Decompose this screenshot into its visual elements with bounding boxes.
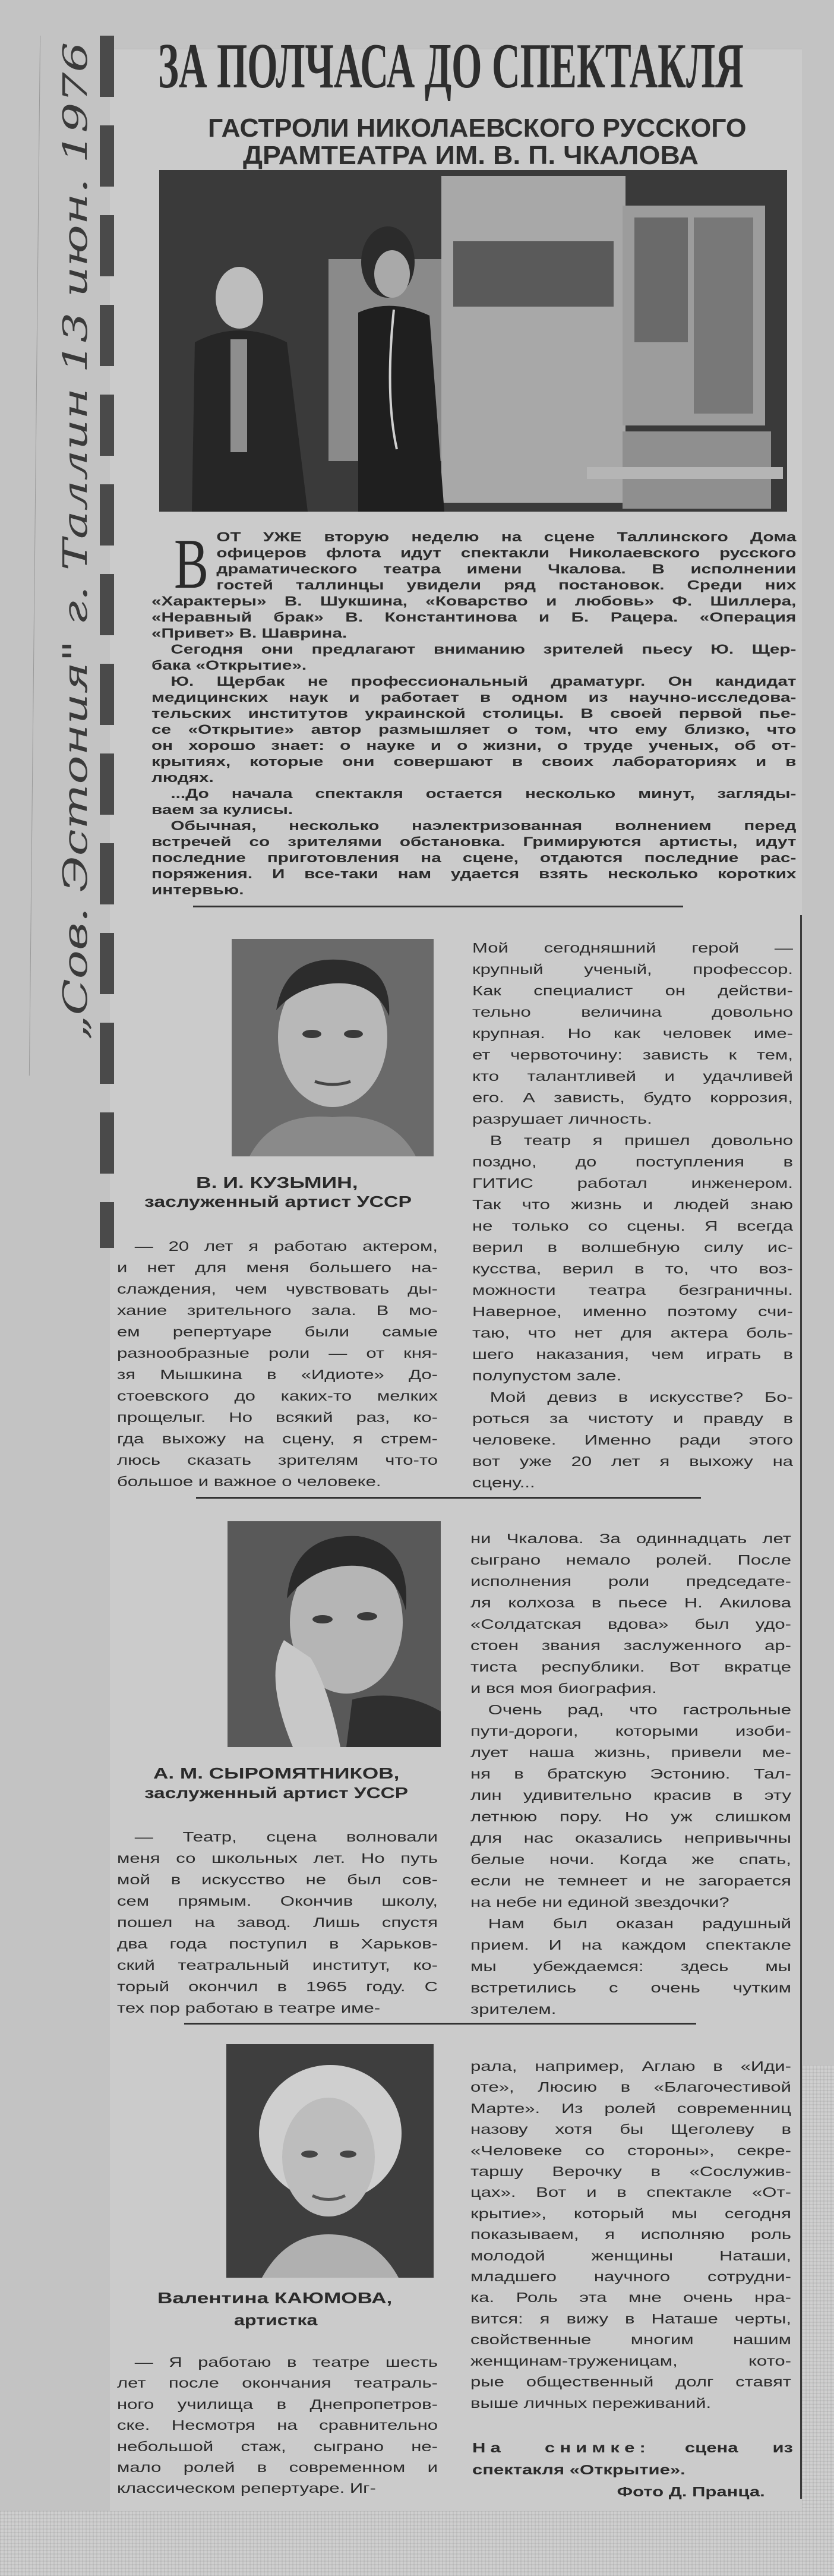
text-line: белые ночи. Когда же спать,: [470, 1852, 791, 1867]
text-line: — Я работаю в театре шесть: [134, 2354, 438, 2370]
headline: [158, 31, 744, 102]
paragraph: [470, 2056, 791, 2414]
section-divider: [193, 906, 683, 907]
text-line: кто талантливей и удачливей: [472, 1068, 793, 1084]
text-line: классическом репертуаре. Иг-: [117, 2480, 376, 2496]
paragraph: [472, 1386, 793, 1493]
paragraph: [470, 1699, 791, 1913]
text-line: показываем, я исполняю роль: [470, 2227, 791, 2243]
title-text: артистка: [234, 2311, 318, 2329]
portrait-syromyatnikov: [228, 1521, 441, 1747]
column-border-right: [800, 915, 802, 2499]
text-line: кусства, верил в то, что воз-: [472, 1261, 793, 1276]
text-line: Как специалист он действи-: [472, 983, 793, 998]
text-line: мало ролей в современном и: [117, 2460, 438, 2476]
interview-kuzmin-left: [117, 1235, 438, 1492]
text-line: полупустом зале.: [472, 1368, 622, 1383]
text-line: ня в братскую Эстонию. Тал-: [470, 1766, 791, 1782]
text-line: два года поступил в Харьков-: [117, 1936, 438, 1951]
title-text: заслуженный артист УССР: [144, 1193, 412, 1210]
text-line: «Солдатская вдова» был удо-: [470, 1616, 791, 1632]
drop-cap-letter: В: [174, 524, 209, 603]
text-line: Марте». Из ролей современниц: [470, 2100, 791, 2116]
text-line: бака «Открытие».: [151, 658, 307, 673]
text-line: для нас оказались непривычны: [470, 1830, 791, 1846]
text-line: стоен звания заслуженного ар-: [470, 1638, 791, 1653]
headline-text: ЗА ПОЛЧАСА ДО СПЕКТАКЛЯ: [158, 31, 744, 102]
caption-text: сцена из: [684, 2440, 793, 2455]
paragraph: [151, 786, 796, 818]
text-line: сцену...: [472, 1475, 535, 1490]
text-line: цах». Вот и в спектакле «От-: [470, 2184, 791, 2200]
name-text: А. М. СЫРОМЯТНИКОВ,: [153, 1764, 400, 1782]
text-line: гостей таллинцы увидели ряд постановок. Среди них: [216, 578, 797, 592]
paragraph: [151, 818, 796, 898]
text-line: гда выхожу на сцену, я стрем-: [117, 1431, 438, 1446]
text-line: не только со сцены. Я всегда: [472, 1218, 793, 1234]
text-line: человеке. Именно ради этого: [472, 1432, 793, 1448]
scene-photo: [159, 170, 787, 512]
text-line: «Неравный брак» В. Константинова и Б. Рацера. «Операция: [151, 610, 797, 625]
text-line: крытиях, которые они совершают в своих лабораториях и в: [151, 754, 797, 769]
text-line: шего наказания, чем играть в: [472, 1347, 793, 1362]
text-line: прощелыг. Но всякий раз, ко-: [117, 1410, 438, 1425]
interview-syromyatnikov-left: [117, 1826, 438, 2019]
text-line: свойственные многим нашим: [470, 2332, 791, 2348]
text-line: таю, что нет для актера боль-: [472, 1325, 793, 1341]
board-texture-bottom: [0, 2511, 834, 2576]
text-line: драматического театра имени Чкалова. В исполнении: [216, 562, 797, 576]
text-line: лин удивительно красив в эту: [470, 1787, 791, 1803]
text-line: исполнения роли председате-: [470, 1574, 791, 1589]
text-line: Обычная, несколько наэлектризованная волнением перед: [170, 818, 797, 833]
text-line: Так что жизнь и людей знаю: [472, 1197, 793, 1212]
text-line: интервью.: [151, 882, 244, 897]
text-line: встречей со зрителями обстановка. Гримируются артисты, идут: [151, 834, 797, 849]
name-text: В. И. КУЗЬМИН,: [196, 1174, 358, 1191]
caption-label: На снимке:: [472, 2440, 650, 2455]
text-line: встретились с очень чутким: [470, 1980, 791, 1995]
paragraph: [117, 1235, 438, 1492]
text-line: «Привет» В. Шаврина.: [151, 626, 348, 641]
text-line: пошел на завод. Лишь спустя: [117, 1915, 438, 1930]
paragraph: [151, 673, 796, 786]
interviewee-title: [144, 1784, 408, 1802]
text-line: рые общественный долг ставят: [470, 2374, 791, 2390]
text-line: офицеров флота идут спектакли Николаевского русского: [216, 546, 797, 560]
text-line: женщинам-труженицам, кото-: [470, 2353, 791, 2369]
text-line: медицинских наук и работает в одном из научно-исследова-: [151, 690, 797, 705]
portrait-kayumova: [226, 2044, 434, 2278]
text-line: пути-дороги, которыми изоби-: [470, 1723, 791, 1739]
text-line: лует наша жизнь, привели ме-: [470, 1745, 791, 1760]
text-line: Ю. Щербак не профессиональный драматург. Он кандидат: [170, 674, 797, 689]
text-line: люсь сказать зрителям что-то: [117, 1452, 438, 1468]
text-line: прием. И на каждом спектакле: [470, 1937, 791, 1953]
text-line: рала, например, Аглаю в «Иди-: [470, 2058, 791, 2074]
text-line: оте», Люсию в «Благочестивой: [470, 2079, 791, 2095]
text-line: Сегодня они предлагают вниманию зрителей пьесу Ю. Щер-: [170, 642, 797, 657]
text-line: он хорошо знает: о науке и о жизни, о труде ученых, об от-: [151, 738, 797, 753]
portrait-image: [228, 1521, 441, 1747]
text-line: и вся моя биография.: [470, 1680, 657, 1696]
paragraph: [117, 2352, 438, 2499]
text-line: се «Открытие» автор размышляет о том, что ему близко, что: [151, 722, 797, 737]
text-line: лет после окончания театраль-: [117, 2375, 438, 2391]
text-line: и нет для меня большего на-: [117, 1260, 438, 1275]
text-line: молодой женщины Наташи,: [470, 2247, 791, 2263]
text-line: — 20 лет я работаю актером,: [134, 1238, 438, 1254]
text-line: ске. Несмотря на сравнительно: [117, 2417, 438, 2433]
text-line: Наверное, именно поэтому счи-: [472, 1304, 793, 1319]
paragraph: [470, 1913, 791, 2020]
portrait-image: [226, 2044, 434, 2278]
text-line: таршу Верочку в «Сослужив-: [470, 2164, 791, 2180]
text-line: ГИТИС работал инженером.: [472, 1175, 793, 1191]
photo-credit: Фото Д. Пранца.: [617, 2484, 765, 2499]
paragraph: [151, 524, 797, 641]
text-line: назову хотя бы Щеголеву в: [470, 2121, 791, 2137]
text-line: можности театра безграничны.: [472, 1282, 793, 1298]
subheadline-line-2: [243, 141, 699, 170]
caption-line-1: [472, 2437, 793, 2459]
text-line: сем прямым. Окончив школу,: [117, 1893, 438, 1909]
annotation-text: „Сов. Эстония" г. Таллин 13 июн. 1976: [56, 42, 95, 1040]
interviewee-title: [234, 2311, 317, 2329]
paragraph: [151, 641, 796, 673]
portrait-kuzmin: [232, 939, 434, 1156]
text-line: тех пор работаю в театре име-: [117, 2000, 381, 2016]
text-line: зрителем.: [470, 2001, 557, 2017]
subheadline-line-1: [208, 113, 747, 143]
paragraph: [117, 1826, 438, 2019]
text-line: тельских институтов украинской столицы. В своей первой пье-: [151, 706, 797, 721]
text-line: вится: я вижу в Наташе черты,: [470, 2310, 791, 2326]
scene-photo-image: [159, 170, 787, 512]
text-line: крытие», который мы сегодня: [470, 2205, 791, 2221]
text-line: роться за чистоту и правду в: [472, 1411, 793, 1426]
text-line: ем репертуаре были самые: [117, 1324, 438, 1339]
text-line: Очень рад, что гастрольные: [488, 1702, 791, 1717]
text-line: Нам был оказан радушный: [488, 1916, 791, 1931]
text-line: хание зрительного зала. В мо-: [117, 1303, 438, 1318]
interview-kayumova-left: [117, 2352, 438, 2499]
text-line: ка. Роль эта мне очень нра-: [470, 2290, 791, 2306]
text-line: «Человеке со стороны», секре-: [470, 2142, 791, 2158]
text-line: крупная. Но как человек име-: [472, 1026, 793, 1041]
text-line: В театр я пришел довольно: [489, 1133, 793, 1148]
interviewee-name: [196, 1174, 358, 1191]
text-line: ОТ УЖЕ вторую неделю на сцене Таллинского Дома: [216, 529, 797, 544]
text-line: тиста республики. Вот вкратце: [470, 1659, 791, 1675]
text-line: людях.: [151, 770, 214, 785]
text-line: поздно, до поступления в: [472, 1154, 793, 1169]
text-line: летнюю пору. Но уж слишком: [470, 1809, 791, 1824]
text-line: меня со школьных лет. Но путь: [117, 1850, 438, 1866]
text-line: вот уже 20 лет я выхожу на: [472, 1453, 793, 1469]
intro-text: [151, 524, 797, 898]
text-line: крупный ученый, профессор.: [472, 961, 793, 977]
interviewee-name: [157, 2289, 393, 2307]
text-line: если не темнеет и не загорается: [470, 1873, 791, 1888]
section-divider: [184, 2023, 696, 2025]
text-line: последние приготовления на сцене, отдаются последние рас-: [151, 850, 797, 865]
paragraph: [470, 1528, 791, 1699]
text-line: ля колхоза в пьесе Н. Акилова: [470, 1595, 791, 1610]
photo-caption: [472, 2437, 793, 2503]
caption-line-2: спектакля «Открытие».: [472, 2462, 685, 2477]
text-line: поряжения. И все-таки нам удается взять несколько коротких: [151, 866, 797, 881]
text-line: разрушает личность.: [472, 1111, 652, 1127]
subheadline-text: ГАСТРОЛИ НИКОЛАЕВСКОГО РУССКОГО: [208, 113, 747, 143]
portrait-image: [232, 939, 434, 1156]
board-texture-right: [802, 2066, 834, 2576]
text-line: младшего научного сотрудни-: [470, 2269, 791, 2285]
text-line: слаждения, чем чувствовать ды-: [117, 1281, 438, 1297]
text-line: небольшой стаж, сыграно не-: [117, 2438, 438, 2454]
text-line: на небе ни единой звездочки?: [470, 1894, 729, 1910]
text-line: мой в искусство не был сов-: [117, 1872, 438, 1887]
text-line: сыграно немало ролей. После: [470, 1552, 791, 1568]
paragraph: [472, 937, 793, 1130]
section-divider: [196, 1497, 701, 1499]
text-line: Мой девиз в искусстве? Бо-: [489, 1389, 793, 1405]
text-line: ного училища в Днепропетров-: [117, 2396, 438, 2412]
text-line: ский театральный институт, ко-: [117, 1957, 438, 1973]
title-text: заслуженный артист УССР: [144, 1784, 409, 1802]
text-line: стоевского до каких-то мелких: [117, 1388, 438, 1404]
name-text: Валентина КАЮМОВА,: [157, 2289, 393, 2307]
text-line: большое и важное о человеке.: [117, 1474, 381, 1489]
interviewee-name: [153, 1764, 400, 1782]
interviewee-title: [144, 1193, 412, 1210]
text-line: мы убеждаемся: здесь мы: [470, 1959, 791, 1974]
text-line: ваем за кулисы.: [151, 802, 293, 817]
paragraph: [472, 1130, 793, 1386]
text-line: разнообразные роли — от кня-: [117, 1345, 438, 1361]
text-line: его. А зависть, будто коррозия,: [472, 1090, 793, 1105]
text-line: верил в волшебную силу ис-: [472, 1240, 793, 1255]
text-line: — Театр, сцена волновали: [134, 1829, 438, 1844]
interview-kuzmin-right: [472, 937, 793, 1493]
subheadline-text: ДРАМТЕАТРА ИМ. В. П. ЧКАЛОВА: [243, 141, 699, 170]
text-line: ...До начала спектакля остается несколько минут, загляды-: [170, 786, 797, 801]
text-line: выше личных переживаний.: [470, 2395, 712, 2411]
interview-syromyatnikov-right: [470, 1528, 792, 2020]
pencil-margin-line: [29, 36, 40, 1076]
text-line: ет червоточину: зависть к тем,: [472, 1047, 793, 1062]
text-line: тельно величина довольно: [472, 1004, 793, 1020]
text-line: ни Чкалова. За одиннадцать лет: [470, 1531, 791, 1546]
text-line: зя Мышкина в «Идиоте» До-: [117, 1367, 438, 1382]
text-line: торый окончил в 1965 году. С: [117, 1979, 438, 1994]
interview-kayumova-right: [470, 2056, 792, 2414]
text-line: Мой сегодняшний герой —: [472, 940, 793, 956]
text-line: «Характеры» В. Шукшина, «Коварство и любовь» Ф. Шиллера,: [151, 594, 797, 608]
binding-perforation: [100, 36, 114, 1248]
